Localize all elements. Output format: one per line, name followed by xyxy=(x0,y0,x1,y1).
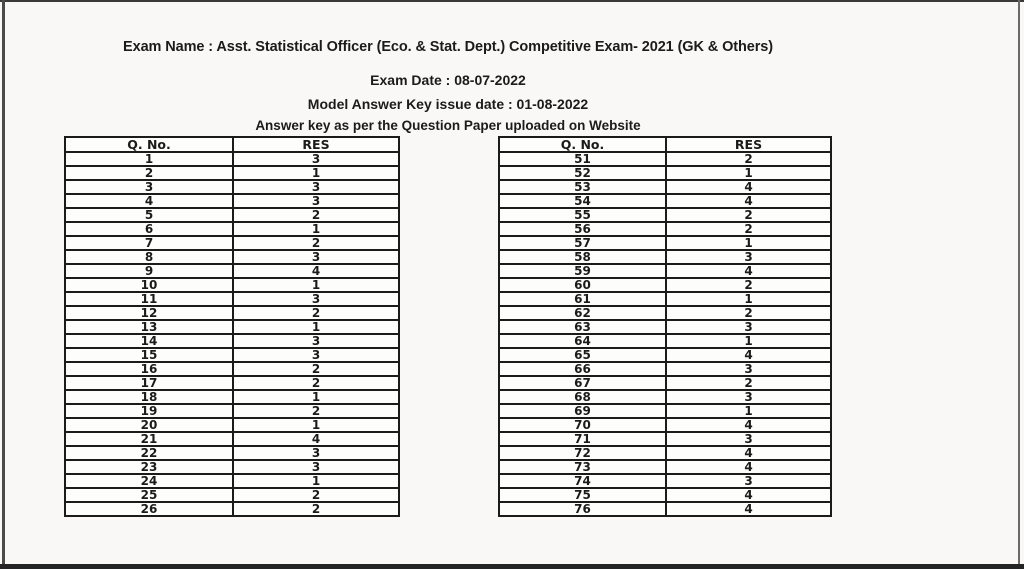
question-number-cell: 11 xyxy=(65,292,233,306)
response-cell: 2 xyxy=(666,306,831,320)
question-number-cell: 12 xyxy=(65,306,233,320)
table-row xyxy=(499,348,831,362)
response-cell: 3 xyxy=(233,446,399,460)
response-cell: 1 xyxy=(233,390,399,404)
response-cell: 4 xyxy=(666,418,831,432)
response-cell: 1 xyxy=(233,474,399,488)
table-row xyxy=(65,376,399,390)
table-row xyxy=(499,432,831,446)
question-number-cell: 51 xyxy=(499,152,666,166)
response-cell: 1 xyxy=(666,404,831,418)
table-header-row xyxy=(65,137,399,152)
question-number-cell: 64 xyxy=(499,334,666,348)
table-row xyxy=(499,236,831,250)
table-row xyxy=(499,306,831,320)
question-number-cell: 66 xyxy=(499,362,666,376)
question-number-cell: 61 xyxy=(499,292,666,306)
table-row xyxy=(499,390,831,404)
table-row xyxy=(499,152,831,166)
table-row xyxy=(499,446,831,460)
question-number-cell: 15 xyxy=(65,348,233,362)
response-cell: 3 xyxy=(233,334,399,348)
table-row xyxy=(65,390,399,404)
response-cell: 3 xyxy=(233,348,399,362)
question-number-cell: 2 xyxy=(65,166,233,180)
question-number-cell: 75 xyxy=(499,488,666,502)
table-row xyxy=(65,446,399,460)
question-number-cell: 60 xyxy=(499,278,666,292)
question-number-cell: 9 xyxy=(65,264,233,278)
question-number-cell: 13 xyxy=(65,320,233,334)
question-number-cell: 70 xyxy=(499,418,666,432)
response-cell: 2 xyxy=(233,376,399,390)
table-row xyxy=(499,376,831,390)
question-number-cell: 73 xyxy=(499,460,666,474)
response-cell: 2 xyxy=(233,404,399,418)
table-row xyxy=(65,320,399,334)
response-cell: 3 xyxy=(233,460,399,474)
response-cell: 4 xyxy=(666,348,831,362)
res-column-header: RES xyxy=(666,137,831,152)
question-number-cell: 62 xyxy=(499,306,666,320)
question-number-cell: 59 xyxy=(499,264,666,278)
question-number-cell: 17 xyxy=(65,376,233,390)
table-row xyxy=(499,278,831,292)
table-row xyxy=(65,222,399,236)
table-row xyxy=(65,432,399,446)
table-row xyxy=(65,250,399,264)
response-cell: 2 xyxy=(233,362,399,376)
response-cell: 3 xyxy=(233,250,399,264)
table-row xyxy=(65,208,399,222)
response-cell: 2 xyxy=(233,502,399,516)
page-border-top xyxy=(0,0,1024,2)
table-row xyxy=(65,278,399,292)
question-number-cell: 65 xyxy=(499,348,666,362)
answer-key-note-heading: Answer key as per the Question Paper uploaded on Website xyxy=(255,118,641,133)
response-cell: 4 xyxy=(666,502,831,516)
question-number-cell: 21 xyxy=(65,432,233,446)
response-cell: 3 xyxy=(233,180,399,194)
question-number-cell: 67 xyxy=(499,376,666,390)
table-row xyxy=(499,502,831,516)
table-row xyxy=(65,488,399,502)
table-row xyxy=(65,236,399,250)
table-row xyxy=(499,320,831,334)
answer-key-issue-date-heading: Model Answer Key issue date : 01-08-2022 xyxy=(307,96,589,112)
exam-name-heading: Exam Name : Asst. Statistical Officer (Eco. & Stat. Dept.) Competitive Exam- 2021 (GK & Others) xyxy=(123,39,773,55)
table-row xyxy=(499,334,831,348)
question-number-cell: 71 xyxy=(499,432,666,446)
question-number-cell: 14 xyxy=(65,334,233,348)
table-row xyxy=(499,222,831,236)
question-number-cell: 24 xyxy=(65,474,233,488)
response-cell: 1 xyxy=(233,222,399,236)
question-number-cell: 53 xyxy=(499,180,666,194)
page-border-bottom xyxy=(0,564,1024,569)
question-number-cell: 69 xyxy=(499,404,666,418)
response-cell: 2 xyxy=(666,376,831,390)
table-row xyxy=(499,208,831,222)
res-column-header: RES xyxy=(233,137,399,152)
table-row xyxy=(65,292,399,306)
question-number-cell: 6 xyxy=(65,222,233,236)
table-row xyxy=(499,488,831,502)
response-cell: 3 xyxy=(666,362,831,376)
table-row xyxy=(65,474,399,488)
question-number-cell: 63 xyxy=(499,320,666,334)
table-row xyxy=(65,180,399,194)
response-cell: 3 xyxy=(666,320,831,334)
question-number-cell: 22 xyxy=(65,446,233,460)
table-row xyxy=(499,362,831,376)
table-row xyxy=(65,166,399,180)
response-cell: 4 xyxy=(666,446,831,460)
table-row xyxy=(499,418,831,432)
table-row xyxy=(65,362,399,376)
table-row xyxy=(499,292,831,306)
question-number-cell: 23 xyxy=(65,460,233,474)
table-row xyxy=(499,264,831,278)
table-row xyxy=(499,474,831,488)
response-cell: 2 xyxy=(666,208,831,222)
table-row xyxy=(499,250,831,264)
response-cell: 2 xyxy=(666,222,831,236)
table-row xyxy=(499,180,831,194)
response-cell: 3 xyxy=(666,390,831,404)
response-cell: 2 xyxy=(233,208,399,222)
response-cell: 4 xyxy=(233,432,399,446)
table-row xyxy=(499,404,831,418)
response-cell: 1 xyxy=(666,236,831,250)
question-number-cell: 72 xyxy=(499,446,666,460)
response-cell: 3 xyxy=(233,152,399,166)
question-number-cell: 7 xyxy=(65,236,233,250)
table-row xyxy=(65,264,399,278)
response-cell: 2 xyxy=(233,236,399,250)
answer-key-table-2 xyxy=(498,136,832,517)
response-cell: 3 xyxy=(666,474,831,488)
response-cell: 4 xyxy=(666,180,831,194)
question-number-cell: 54 xyxy=(499,194,666,208)
question-number-cell: 52 xyxy=(499,166,666,180)
table-row xyxy=(499,460,831,474)
exam-date-heading: Exam Date : 08-07-2022 xyxy=(370,72,526,88)
table-row xyxy=(65,502,399,516)
table-row xyxy=(65,334,399,348)
question-number-cell: 25 xyxy=(65,488,233,502)
response-cell: 4 xyxy=(666,460,831,474)
question-number-cell: 19 xyxy=(65,404,233,418)
response-cell: 3 xyxy=(233,194,399,208)
answer-key-table-1 xyxy=(64,136,400,517)
question-number-cell: 10 xyxy=(65,278,233,292)
table-header-row xyxy=(499,137,831,152)
response-cell: 2 xyxy=(666,278,831,292)
response-cell: 1 xyxy=(233,166,399,180)
question-number-cell: 58 xyxy=(499,250,666,264)
response-cell: 3 xyxy=(666,250,831,264)
table-row xyxy=(65,418,399,432)
question-number-cell: 20 xyxy=(65,418,233,432)
qno-column-header: Q. No. xyxy=(499,137,666,152)
table-row xyxy=(65,460,399,474)
table-row xyxy=(65,404,399,418)
response-cell: 3 xyxy=(666,432,831,446)
question-number-cell: 68 xyxy=(499,390,666,404)
question-number-cell: 1 xyxy=(65,152,233,166)
response-cell: 2 xyxy=(233,306,399,320)
response-cell: 1 xyxy=(233,320,399,334)
table-row xyxy=(499,194,831,208)
table-row xyxy=(65,306,399,320)
question-number-cell: 16 xyxy=(65,362,233,376)
response-cell: 1 xyxy=(666,334,831,348)
page-border-right xyxy=(1018,0,1020,569)
response-cell: 1 xyxy=(233,278,399,292)
page-border-left xyxy=(2,0,5,569)
qno-column-header: Q. No. xyxy=(65,137,233,152)
question-number-cell: 55 xyxy=(499,208,666,222)
response-cell: 1 xyxy=(666,166,831,180)
question-number-cell: 4 xyxy=(65,194,233,208)
question-number-cell: 57 xyxy=(499,236,666,250)
question-number-cell: 18 xyxy=(65,390,233,404)
response-cell: 1 xyxy=(666,292,831,306)
response-cell: 4 xyxy=(666,488,831,502)
table-row xyxy=(65,348,399,362)
response-cell: 4 xyxy=(666,194,831,208)
question-number-cell: 3 xyxy=(65,180,233,194)
question-number-cell: 56 xyxy=(499,222,666,236)
response-cell: 1 xyxy=(233,418,399,432)
response-cell: 4 xyxy=(666,264,831,278)
response-cell: 4 xyxy=(233,264,399,278)
table-row xyxy=(499,166,831,180)
question-number-cell: 26 xyxy=(65,502,233,516)
question-number-cell: 5 xyxy=(65,208,233,222)
question-number-cell: 76 xyxy=(499,502,666,516)
table-row xyxy=(65,194,399,208)
response-cell: 3 xyxy=(233,292,399,306)
question-number-cell: 74 xyxy=(499,474,666,488)
table-row xyxy=(65,152,399,166)
response-cell: 2 xyxy=(233,488,399,502)
question-number-cell: 8 xyxy=(65,250,233,264)
response-cell: 2 xyxy=(666,152,831,166)
